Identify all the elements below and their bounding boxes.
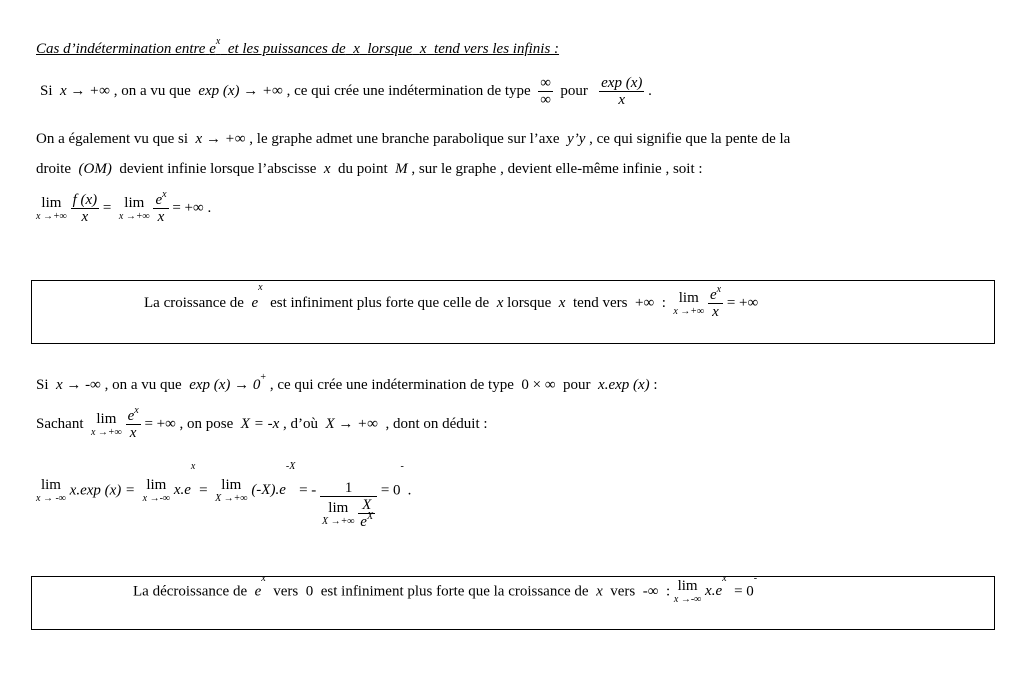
- formula-limit-fx-over-x: lim x →+∞ $\frac{f (x)}{x}$ = lim x →+∞ $\frac{e^x}{x}$ = +∞ .: [36, 189, 212, 225]
- line-limit-minus-infinity: Si x → -∞ , on a vu que exp (x) → 0+ , ce qui crée une indétermination de type 0 × ∞ pour x.exp (x) :: [36, 372, 658, 393]
- line-substitution: Sachant lim x →+∞ $\frac{e^x}{x}$ = +∞ , on pose X = -x , d’où X → +∞ , dont on déduit :: [36, 405, 488, 441]
- result-box-decay-text: La décroissance de $e^x$ vers 0 est infiniment plus forte que la croissance de x vers -∞ : lim x →-∞ $x.e^x = 0^-$: [133, 573, 758, 605]
- fraction-exp-over-x: $\frac{\exp (x)}{x}$: [601, 75, 643, 108]
- fraction-inf-over-inf: $\frac{\infty}{\infty}$: [540, 75, 551, 108]
- formula-limit-minus-infinity: lim x → -∞ x.exp (x) = lim x →-∞ $x.e^x$ = lim X →+∞ $(-X).e^{-X}$ = - 1 lim X →+∞ $\frac{X}{e^X}$ = 0- .: [36, 461, 412, 530]
- result-box-growth-text: La croissance de $e^x$ est infiniment plus forte que celle de x lorsque x tend vers +∞ : lim x →+∞ $\frac{e^x}{x}$ = +∞: [144, 282, 759, 320]
- paragraph-line-2: droite (OM) devient infinie lorsque l’abscisse x du point M , sur le graphe , devient elle-même infinie , soit :: [36, 161, 703, 177]
- paragraph-line-1: On a également vu que si x → +∞ , le graphe admet une branche parabolique sur l’axe y’y , ce qui signifie que la pente de la: [36, 131, 791, 147]
- line-limit-plus-infinity: Si x → +∞ , on a vu que exp (x) → +∞ , ce qui crée une indétermination de type $\frac{\infty}{\infty}$ pour $\frac{\exp (x)}{x}$ .: [40, 75, 652, 108]
- section-heading: Cas d’indétermination entre $e^x$ et les puissances de x lorsque x tend vers les infinis :: [36, 36, 560, 57]
